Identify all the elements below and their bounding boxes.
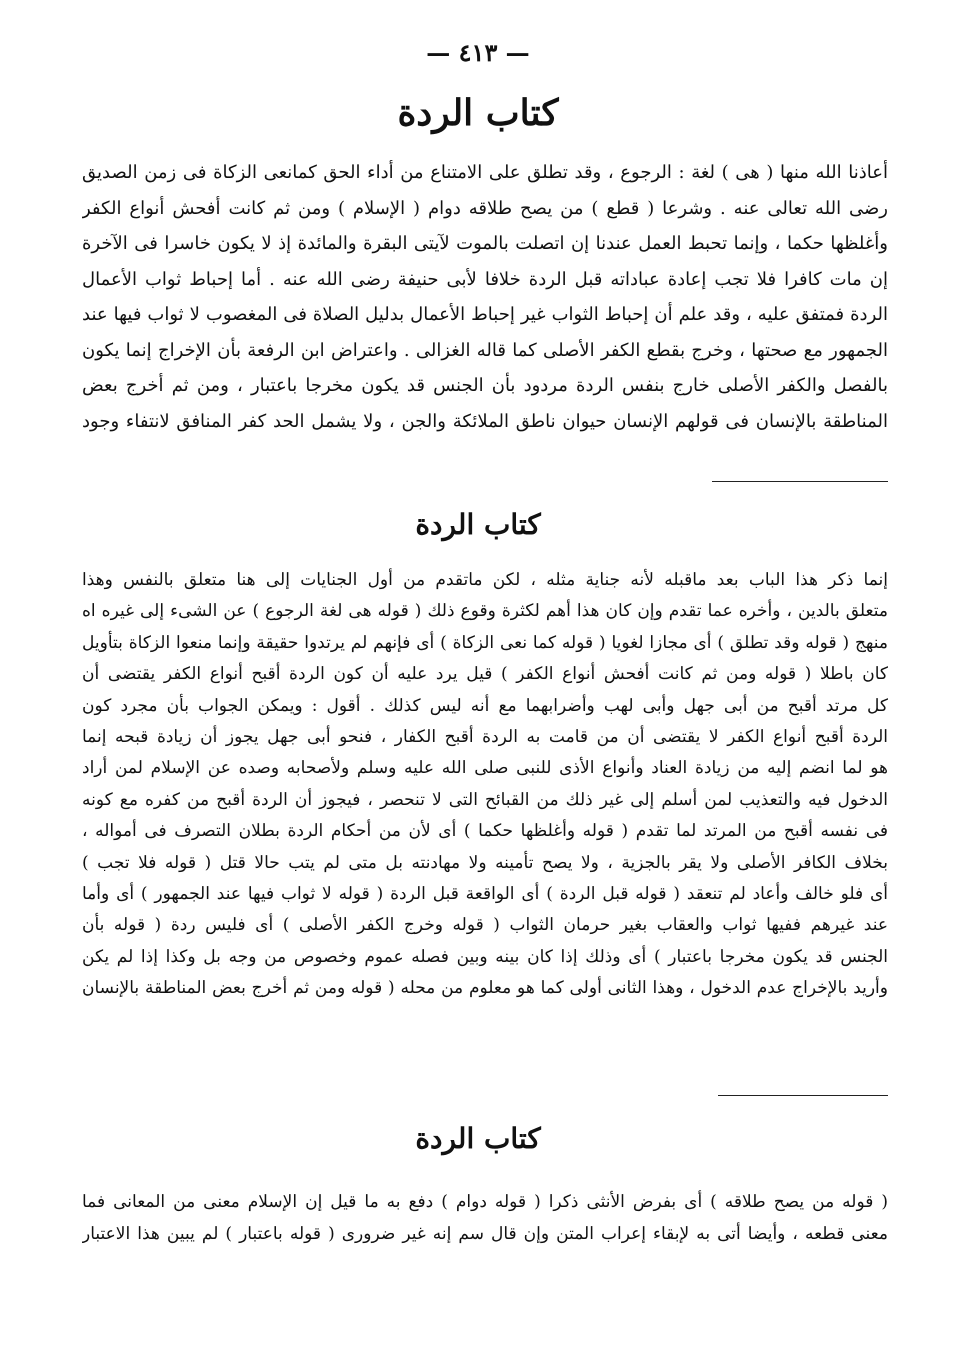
text-line: الردة أقبح أنواع الكفر لا يقتضى أن من قامت به الردة أقبح الكفار ، فنحو أبى جهل يجوز أن زيادة قبحه إنما bbox=[82, 726, 888, 747]
text-line: المناطقة بالإنسان فى قولهم الإنسان حيوان ناطق الملائكة والجن ، ولا يشمل الحد كفر المنافق لانتفاء وجود bbox=[82, 410, 888, 432]
text-line: رضى الله تعالى عنه . وشرعا ( قطع ) من يصح طلاقه دوام ( الإسلام ) ومن ثم كانت أفحش أنواع الكفر bbox=[82, 197, 888, 219]
text-line: الردة فمتفق عليه ، وقد علم أن إحباط الثواب غير إحباط الأعمال بدليل الصلاة فى المغصوب لا ثواب فيها عند bbox=[82, 304, 888, 325]
text-line: أعاذنا الله منها ( هى ) لغة : الرجوع ، وقد تطلق على الامتناع من أداء الحق كمانعى الزكاة فى زمن الصديق bbox=[82, 162, 888, 183]
text-line: وأغلظها حكما ، وإنما تحبط العمل عندنا إن اتصلت بالموت لآيتى البقرة والمائدة إذ لا يكون خاسرا فى الآخرة bbox=[82, 233, 888, 254]
text-line: بالفصل والكفر الأصلى خارج بنفس الردة مردود بأن الجنس قد يكون مخرجا باعتبار ، ومن ثم أخرج بعض bbox=[82, 375, 888, 396]
text-line: إنما ذكر هذا الباب بعد ماقبله لأنه جناية مثله ، لكن ماتقدم من أول الجنايات إلى هنا متعلق بالنفس وهذا bbox=[82, 570, 888, 590]
text-line: إن مات كافرا فلا تجب إعادة عباداته قبل الردة خلافا لأبى حنيفة رضى الله عنه . أما إحباط ثواب الأعمال bbox=[82, 268, 888, 290]
commentary-2-text bbox=[82, 1186, 888, 1250]
text-line: الجنس قد يكون مخرجا باعتبار ) أى وذلك إذا كان بينه وبين فصله عموم وخصوص من وجه بل وكذا إذا لم يكن bbox=[82, 946, 888, 967]
text-line: معنى قطعه ، وأيضا أتى به لإبقاء إعراب المتن وإن قال سم إنه غير ضرورى ( قوله باعتبار ) لم يبين هذا الاعتبار bbox=[82, 1224, 888, 1244]
section-divider bbox=[712, 481, 888, 482]
text-line: متعلق بالدين ، وأخره عما تقدم وإن كان هذا أهم لكثرة وقوع ذلك ( قوله هى لغة الرجوع ) عن الشىء إلى غيره اه bbox=[82, 601, 888, 622]
text-line: أى فلو خالف وأعاد لم تنعقد ( قوله قبل الردة ) أى الواقعة قبل الردة ( قوله لا ثواب فيها عند الجمهور ) أى وأما bbox=[82, 883, 888, 904]
page-number: — ٤١٣ — bbox=[426, 38, 530, 67]
commentary-2-title: كتاب الردة bbox=[415, 1122, 541, 1155]
section-divider bbox=[718, 1095, 888, 1096]
main-text bbox=[82, 155, 888, 439]
text-line: فى نفسه أقبح من المرتد لما تقدم ( قوله وأغلظها حكما ) أى لأن من أحكام الردة بطلان التصرف فى أمواله ، bbox=[82, 821, 888, 842]
text-line: منهج ( قوله وقد تطلق ) أى مجازا لغويا ( قوله كما نعى الزكاة ) أى فإنهم لم يرتدوا حقيقة وإنما منعوا الزكاة بتأويل bbox=[82, 632, 888, 653]
text-line: بخلاف الكافر الأصلى ولا يقر بالجزية ، ولا يصح تأمينه ولا مهادنته بل متى لم يتب حالا قتل ( قوله فلا تجب ) bbox=[82, 852, 888, 873]
text-line: ( قوله من يصح طلاقه ) أى بفرض الأنثى ذكرا ( قوله دوام ) دفع به ما قيل إن الإسلام معنى من المعانى فما bbox=[82, 1192, 888, 1212]
commentary-1-title: كتاب الردة bbox=[415, 508, 541, 541]
text-line: كل مرتد أقبح من أبى جهل وأبى لهب وأضرابهما مع أنه ليس كذلك . أقول : ويمكن الجواب بأن مجرد كون bbox=[82, 695, 888, 716]
main-title: كتاب الردة bbox=[397, 92, 559, 134]
text-line: كان باطلا ( قوله ومن ثم كانت أفحش أنواع الكفر ) قيل يرد عليه أن كون الردة أقبح أنواع الكفر يقتضى أن bbox=[82, 664, 888, 685]
text-line: الدخول فيه والتعذيب لمن أسلم إلى غير ذلك من القبائح التى لا تنحصر ، فيجوز أن الردة أقبح من كفره مع كونه bbox=[82, 789, 888, 810]
text-line: عند غيرهم ففيها ثواب والعقاب بغير حرمان الثواب ( قوله وخرج الكفر الأصلى ) أى فليس ردة ( قوله بأن bbox=[82, 915, 888, 936]
text-line: هو لما انضم إليه من زيادة العناد وأنواع الأذى للنبى صلى الله عليه وسلم ولأصحابه وصده عن الإسلام لمن أراد bbox=[82, 758, 888, 779]
text-line: الجمهور مع صحتها ، وخرج بقطع الكفر الأصلى كما قاله الغزالى . واعتراض ابن الرفعة بأن الإخراج إنما يكون bbox=[82, 339, 888, 361]
commentary-1-text bbox=[82, 565, 888, 1004]
text-line: وأريد بالإخراج عدم الدخول ، وهذا الثانى أولى كما هو معلوم من محله ( قوله ومن ثم أخرج بعض المناطقة بالإنسان bbox=[82, 978, 888, 999]
